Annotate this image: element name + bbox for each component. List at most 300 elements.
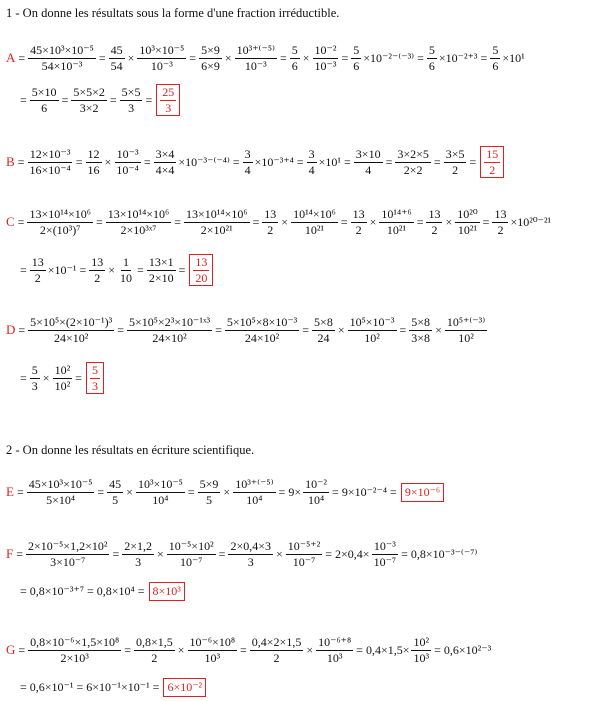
numerator: 25	[162, 85, 175, 99]
equation-line	[6, 636, 492, 664]
operator: =	[178, 262, 186, 277]
fraction	[27, 208, 93, 236]
numerator: 5×10⁵×(2×10⁻¹)³	[30, 315, 113, 329]
operator: =	[302, 322, 310, 337]
operator: =	[87, 584, 94, 598]
operator: =	[174, 214, 182, 229]
denominator: 3	[247, 554, 254, 569]
operator: =	[279, 50, 287, 65]
expression-label: A	[6, 50, 16, 66]
math-term: 9×10⁻⁶	[404, 484, 441, 499]
operator: ×	[127, 50, 135, 65]
numerator: 5	[31, 363, 38, 377]
fraction	[30, 256, 46, 284]
fraction	[290, 44, 300, 72]
numerator: 0,4×2×1,5	[251, 635, 302, 649]
numerator: 13×1	[148, 255, 174, 269]
math-term: ×10¹	[502, 50, 525, 65]
operator: =	[189, 50, 197, 65]
operator: =	[240, 642, 247, 657]
fraction	[193, 256, 209, 284]
fraction	[28, 44, 96, 72]
numerator: 13×10¹⁴×10⁶	[29, 207, 91, 221]
numerator: 10⁻³	[116, 147, 139, 161]
numerator: 3×5	[445, 147, 465, 161]
equation-line	[18, 678, 206, 697]
fraction	[228, 540, 273, 568]
fraction	[262, 208, 278, 236]
operator: ×	[276, 546, 283, 561]
numerator: 45×10³×10⁻⁵	[28, 477, 93, 491]
fraction	[114, 148, 141, 176]
denominator: 10⁴	[152, 492, 169, 507]
numerator: 3×4	[155, 147, 175, 161]
operator: =	[218, 546, 226, 561]
fraction	[351, 208, 367, 236]
label-equals: =	[18, 50, 26, 65]
operator: =	[187, 484, 195, 499]
result-box	[480, 146, 504, 178]
label-equals: =	[18, 322, 26, 337]
denominator: 4	[308, 162, 315, 177]
numerator: 5	[291, 43, 298, 57]
fraction	[53, 364, 73, 392]
fraction	[411, 636, 431, 664]
operator: =	[79, 262, 87, 277]
denominator: 54×10⁻³	[41, 58, 83, 73]
expression-label: E	[6, 484, 14, 500]
denominator: 3	[31, 378, 38, 393]
numerator: 45	[109, 477, 122, 491]
label-equals: =	[16, 546, 24, 561]
numerator: 5×8	[314, 315, 333, 329]
fraction	[27, 148, 72, 176]
fraction	[409, 316, 432, 344]
expression-label: B	[6, 154, 15, 170]
denominator: 2×10³	[60, 650, 89, 665]
fraction	[27, 478, 95, 506]
numerator: 12	[87, 147, 100, 161]
denominator: 3×8	[411, 330, 431, 345]
operator: =	[145, 92, 153, 107]
result-box	[189, 254, 213, 286]
fraction	[484, 148, 500, 176]
math-term: 0,6×10⁻¹	[29, 680, 74, 694]
numerator: 12×10⁻³	[29, 147, 71, 161]
numerator: 10³⁺⁽⁻⁵⁾	[235, 477, 274, 491]
math-term: ×10⁻¹	[47, 262, 77, 277]
numerator: 10⁻⁶×10⁸	[189, 635, 235, 649]
operator: =	[332, 484, 339, 499]
denominator: 2	[273, 650, 280, 665]
numerator: 2×10⁻⁵×1,2×10²	[28, 539, 108, 553]
fraction	[455, 208, 479, 236]
operator: ×	[223, 484, 231, 499]
result-box	[163, 678, 206, 697]
operator: =	[325, 546, 333, 561]
operator: =	[109, 92, 117, 107]
result-box	[149, 582, 185, 601]
numerator: 10²	[413, 635, 430, 649]
denominator: 10³	[413, 650, 430, 665]
expression-label: C	[6, 214, 15, 230]
section-1-title: 1 - On donne les résultats sous la forme d'une fraction irréductible.	[6, 6, 340, 20]
fraction	[427, 44, 437, 72]
numerator: 10⁵×10⁻³	[349, 315, 395, 329]
operator: =	[278, 484, 286, 499]
operator: ×	[104, 154, 112, 169]
operator: =	[232, 154, 240, 169]
operator: ×	[224, 50, 232, 65]
fraction	[188, 636, 237, 664]
denominator: 5×10⁴	[46, 492, 76, 507]
denominator: 10⁴	[307, 492, 325, 507]
denominator: 4	[244, 162, 251, 177]
denominator: 24×10²	[244, 330, 280, 345]
fraction	[160, 86, 176, 114]
numerator: 0,8×10⁻⁶×1,5×10⁸	[30, 635, 120, 649]
numerator: 5×10	[31, 85, 57, 99]
fraction	[198, 478, 221, 506]
fraction	[127, 316, 212, 344]
denominator: 10³	[326, 650, 343, 665]
numerator: 5	[353, 43, 360, 57]
numerator: 15	[486, 147, 499, 161]
operator: =	[340, 214, 348, 229]
denominator: 10²	[364, 330, 380, 345]
numerator: 3×2×5	[397, 147, 429, 161]
denominator: 10	[120, 270, 133, 285]
math-term: 2×0,4×	[335, 546, 370, 561]
equation-line	[6, 146, 504, 178]
fraction	[109, 44, 125, 72]
fraction	[86, 148, 102, 176]
operator: =	[76, 680, 84, 694]
numerator: 5×9	[199, 477, 219, 491]
numerator: 13	[31, 255, 44, 269]
math-term: ×10¹	[318, 154, 342, 169]
fraction	[154, 148, 177, 176]
label-equals: =	[18, 642, 26, 657]
math-term: 0,8×10⁴	[96, 584, 135, 598]
fraction	[490, 44, 500, 72]
math-term: 6×10⁻²	[167, 680, 203, 694]
fraction	[312, 316, 335, 344]
fraction	[351, 44, 361, 72]
numerator: 13	[264, 207, 277, 221]
denominator: 10²	[54, 378, 71, 393]
numerator: 3×10	[355, 147, 381, 161]
fraction	[426, 208, 442, 236]
denominator: 10²¹	[386, 222, 407, 237]
fraction	[137, 44, 186, 72]
operator: =	[137, 584, 145, 598]
denominator: 10³	[204, 650, 221, 665]
math-term: 0,8×10⁻³⁻⁽⁻⁷⁾	[410, 546, 478, 561]
denominator: 2×(10³)⁷	[39, 222, 81, 237]
fraction	[89, 256, 105, 284]
numerator: 10²⁰	[457, 207, 478, 221]
denominator: 54	[110, 58, 123, 73]
operator: =	[112, 546, 120, 561]
fraction	[233, 478, 275, 506]
operator: =	[480, 50, 488, 65]
fraction	[444, 148, 467, 176]
math-term: 0,6×10²⁻³	[443, 642, 492, 657]
operator: =	[344, 154, 351, 169]
operator: =	[296, 154, 304, 169]
numerator: 1	[123, 255, 130, 269]
fraction	[30, 86, 59, 114]
numerator: 10⁵⁺⁽⁻³⁾	[446, 315, 486, 329]
numerator: 2×1,2	[124, 539, 152, 553]
denominator: 6×9	[201, 58, 220, 73]
operator: =	[482, 214, 490, 229]
operator: =	[98, 50, 106, 65]
denominator: 10²¹	[304, 222, 325, 237]
numerator: 5	[428, 43, 435, 57]
denominator: 10⁻³	[314, 58, 337, 73]
denominator: 10⁻⁷	[292, 554, 316, 569]
fraction	[30, 364, 40, 392]
operator: ×	[177, 642, 185, 657]
operator: =	[124, 642, 131, 657]
operator: ×	[157, 546, 164, 561]
operator: =	[390, 484, 397, 499]
fraction	[199, 44, 222, 72]
operator: =	[20, 262, 27, 277]
equation-line	[18, 254, 213, 286]
denominator: 2×10³ˣ⁷	[120, 222, 157, 237]
fraction	[26, 540, 109, 568]
operator: ×	[302, 50, 310, 65]
numerator: 10¹⁴⁺⁶	[381, 207, 412, 221]
fraction	[136, 478, 185, 506]
operator: =	[433, 154, 441, 169]
equation-line	[6, 316, 488, 344]
numerator: 5×8	[411, 315, 431, 329]
numerator: 5	[91, 363, 98, 377]
fraction	[134, 636, 175, 664]
numerator: 10³×10⁻⁵	[137, 477, 183, 491]
operator: =	[434, 642, 441, 657]
numerator: 13×10¹⁴×10⁶	[107, 207, 170, 221]
denominator: 2	[355, 222, 362, 237]
fraction	[291, 208, 338, 236]
fraction	[118, 256, 134, 284]
operator: =	[399, 322, 407, 337]
fraction	[445, 316, 487, 344]
numerator: 5×10⁵×2³×10⁻¹ˣ³	[128, 315, 211, 329]
denominator: 10²¹	[457, 222, 478, 237]
denominator: 24×10²	[152, 330, 187, 345]
fraction	[354, 148, 383, 176]
denominator: 2	[489, 162, 496, 177]
fraction	[303, 478, 329, 506]
numerator: 10¹⁴×10⁶	[293, 207, 336, 221]
operator: ×	[42, 370, 50, 385]
numerator: 13	[428, 207, 441, 221]
expression-label: F	[6, 546, 14, 562]
equation-line	[6, 478, 444, 506]
denominator: 20	[195, 270, 208, 285]
fraction	[120, 86, 143, 114]
fraction	[71, 86, 107, 114]
operator: =	[385, 154, 393, 169]
fraction	[106, 208, 172, 236]
operator: =	[75, 154, 83, 169]
label-equals: =	[17, 214, 25, 229]
fraction	[122, 540, 154, 568]
numerator: 5×5	[121, 85, 141, 99]
fraction	[184, 208, 250, 236]
denominator: 2	[267, 222, 274, 237]
denominator: 2×2	[403, 162, 423, 177]
numerator: 5×5×2	[73, 85, 105, 99]
numerator: 13	[91, 255, 104, 269]
section-2-title: 2 - On donne les résultats en écriture scientifique.	[6, 443, 255, 457]
numerator: 10³⁺⁽⁻⁵⁾	[236, 43, 275, 57]
fraction	[243, 148, 253, 176]
fraction	[147, 256, 176, 284]
equation-line	[6, 208, 552, 236]
denominator: 16	[87, 162, 100, 177]
operator: =	[215, 322, 222, 337]
expression-label: G	[6, 642, 16, 658]
operator: =	[75, 370, 82, 385]
fraction	[372, 540, 399, 568]
denominator: 3	[128, 100, 135, 115]
math-term: 8×10³	[152, 584, 181, 598]
denominator: 2	[452, 162, 459, 177]
denominator: 2	[94, 270, 101, 285]
operator: =	[152, 680, 160, 694]
denominator: 5	[206, 492, 213, 507]
denominator: 10⁻³	[150, 58, 173, 73]
equation-line	[6, 540, 478, 568]
math-term: ×10⁻³⁺⁴	[254, 154, 294, 169]
operator: ×	[126, 484, 133, 499]
fraction	[307, 148, 317, 176]
numerator: 3	[308, 147, 315, 161]
operator: ×	[108, 262, 116, 277]
denominator: 5	[112, 492, 119, 507]
math-term: 0,8×10⁻³⁺⁷	[29, 584, 84, 598]
denominator: 2	[497, 222, 504, 237]
label-equals: =	[16, 484, 24, 499]
operator: =	[417, 50, 424, 65]
fraction	[492, 208, 508, 236]
operator: ×	[445, 214, 453, 229]
fraction	[348, 316, 397, 344]
numerator: 13	[494, 207, 507, 221]
math-term: ×10²⁰⁻²¹	[510, 214, 552, 229]
expression-label: D	[6, 322, 16, 338]
numerator: 10³×10⁻⁵	[139, 43, 185, 57]
operator: ×	[337, 322, 345, 337]
result-box	[401, 483, 444, 502]
numerator: 10⁻²	[314, 43, 337, 57]
numerator: 5×10⁵×8×10⁻³	[226, 315, 298, 329]
denominator: 10⁴	[246, 492, 263, 507]
numerator: 10⁻⁶⁺⁸	[318, 635, 352, 649]
denominator: 6	[41, 100, 48, 115]
denominator: 6	[353, 58, 360, 73]
operator: =	[117, 322, 124, 337]
operator: =	[20, 680, 27, 694]
denominator: 2	[431, 222, 438, 237]
denominator: 24×10²	[53, 330, 89, 345]
operator: =	[20, 584, 27, 598]
operator: =	[95, 214, 103, 229]
fraction	[313, 44, 339, 72]
math-term: 9×10⁻²⁻⁴	[341, 484, 388, 499]
fraction	[235, 44, 277, 72]
denominator: 3	[91, 378, 98, 393]
denominator: 4	[365, 162, 372, 177]
denominator: 24	[317, 330, 330, 345]
math-term: 0,4×1,5×	[365, 642, 410, 657]
equation-line	[6, 44, 526, 72]
fraction	[167, 540, 216, 568]
fraction	[316, 636, 353, 664]
denominator: 3	[165, 100, 172, 115]
numerator: 3	[244, 147, 251, 161]
fraction	[286, 540, 322, 568]
equation-line	[18, 582, 185, 601]
denominator: 2×10	[148, 270, 174, 285]
fraction	[250, 636, 304, 664]
operator: =	[252, 214, 260, 229]
numerator: 45	[110, 43, 123, 57]
denominator: 3	[135, 554, 142, 569]
numerator: 10²	[54, 363, 71, 377]
numerator: 5×9	[201, 43, 220, 57]
equation-line	[18, 362, 104, 394]
operator: =	[97, 484, 105, 499]
numerator: 0,8×1,5	[135, 635, 173, 649]
operator: =	[416, 214, 424, 229]
math-term: ×10⁻²⁺³	[438, 50, 478, 65]
operator: =	[401, 546, 408, 561]
denominator: 16×10⁻⁴	[29, 162, 71, 177]
denominator: 6	[428, 58, 435, 73]
denominator: 10⁻³	[244, 58, 267, 73]
result-box	[156, 84, 180, 116]
denominator: 10²	[458, 330, 474, 345]
math-term: 9×	[288, 484, 302, 499]
operator: =	[356, 642, 363, 657]
numerator: 10⁻³	[373, 539, 396, 553]
operator: ×	[281, 214, 289, 229]
denominator: 10⁻⁷	[179, 554, 203, 569]
denominator: 10⁻⁷	[373, 554, 397, 569]
operator: =	[469, 154, 477, 169]
operator: ×	[369, 214, 377, 229]
result-box	[86, 362, 104, 394]
denominator: 6	[291, 58, 298, 73]
label-equals: =	[17, 154, 25, 169]
denominator: 2	[34, 270, 41, 285]
numerator: 5	[492, 43, 499, 57]
fraction	[225, 316, 299, 344]
operator: =	[61, 92, 69, 107]
math-term: ×10⁻³⁻⁽⁻⁴⁾	[178, 154, 230, 169]
fraction	[28, 316, 114, 344]
denominator: 6	[492, 58, 499, 73]
denominator: 2	[151, 650, 158, 665]
numerator: 13	[195, 255, 208, 269]
